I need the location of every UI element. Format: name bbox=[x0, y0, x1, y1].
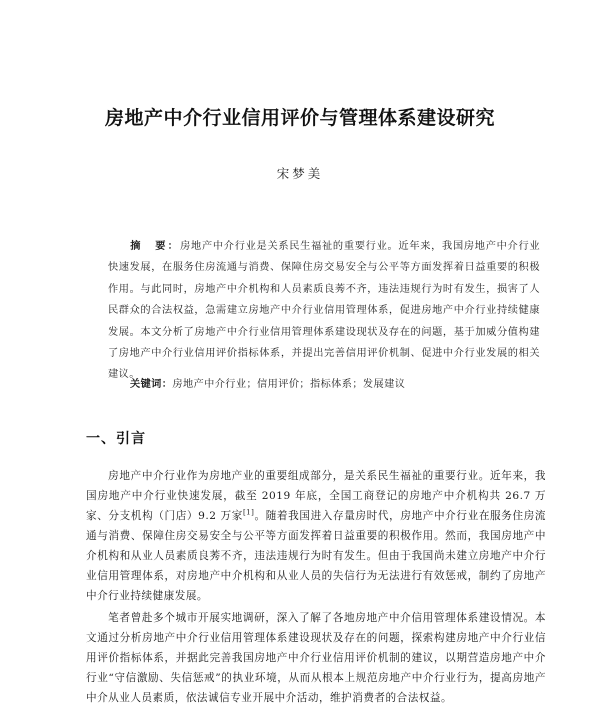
abstract-text: 房地产中介行业是关系民生福祉的重要行业。近年来，我国房地产中介行业快速发展，在服务住房流通与消费、保障住房交易安全与公平等方面发挥着日益重要的积极作用。与此同时，房地产中介机构和人员素质良莠不齐，违法违规行为时有发生，损害了人民群众的合法权益，急需建立房地产中介行业信用管理体系，促进房地产中介行业持续健康发展。本文分析了房地产中介行业信用管理体系建设现状及存在的问题，基于加威分值构建了房地产中介行业信用评价指标体系，并提出完善信用评价机制、促进中介行业发展的相关建议。 bbox=[108, 241, 540, 381]
paper-title: 房地产中介行业信用评价与管理体系建设研究 bbox=[104, 107, 495, 129]
intro-paragraph-2 bbox=[86, 608, 546, 708]
author-name: 宋梦美 bbox=[276, 166, 324, 181]
section-heading-introduction: 一、引言 bbox=[86, 431, 146, 447]
intro-paragraph-1-part-b: 。随着我国进入存量房时代，房地产中介行业在服务住房流通与消费、保障住房交易安全与公平等方面发挥着日益重要的积极作用。然而，我国房地产中介机构和从业人员素质良莠不齐，违法违规行为时有发生。但由于我国尚未建立房地产中介行业信用管理体系，对房地产中介机构和从业人员的失信行为无法进行有效惩戒，制约了房地产中介行业持续健康发展。 bbox=[86, 510, 547, 602]
citation-ref: [1] bbox=[242, 508, 255, 517]
intro-paragraph-1-part-a: 房地产中介行业作为房地产业的重要组成部分，是关系民生福祉的重要行业。近年来，我国房地产中介行业快速发展，截至 2019 年底，全国工商登记的房地产中介机构共 26.7 万家、分支机构（门店）9.2 万家 bbox=[86, 470, 546, 522]
intro-paragraph-1 bbox=[86, 466, 546, 606]
intro-paragraph-2-text: 笔者曾赴多个城市开展实地调研，深入了解了各地房地产中介信用管理体系建设情况。本文通过分析房地产中介行业信用管理体系建设现状及存在的问题，探索构建房地产中介行业信用评价指标体系，并据此完善我国房地产中介行业信用评价机制的建议，以期营造房地产中介行业“守信激励、失信惩戒”的执业环境，从而从根本上规范房地产中介行业行为，提高房地产中介从业人员素质，依法诚信专业开展中介活动，维护消费者的合法权益。 bbox=[86, 612, 546, 704]
keywords-label: 关键词： bbox=[130, 379, 173, 390]
abstract-block bbox=[108, 236, 540, 386]
keywords-block bbox=[108, 375, 540, 395]
abstract-label: 摘 要： bbox=[130, 241, 181, 252]
keywords-text: 房地产中介行业；信用评价；指标体系；发展建议 bbox=[172, 379, 406, 390]
